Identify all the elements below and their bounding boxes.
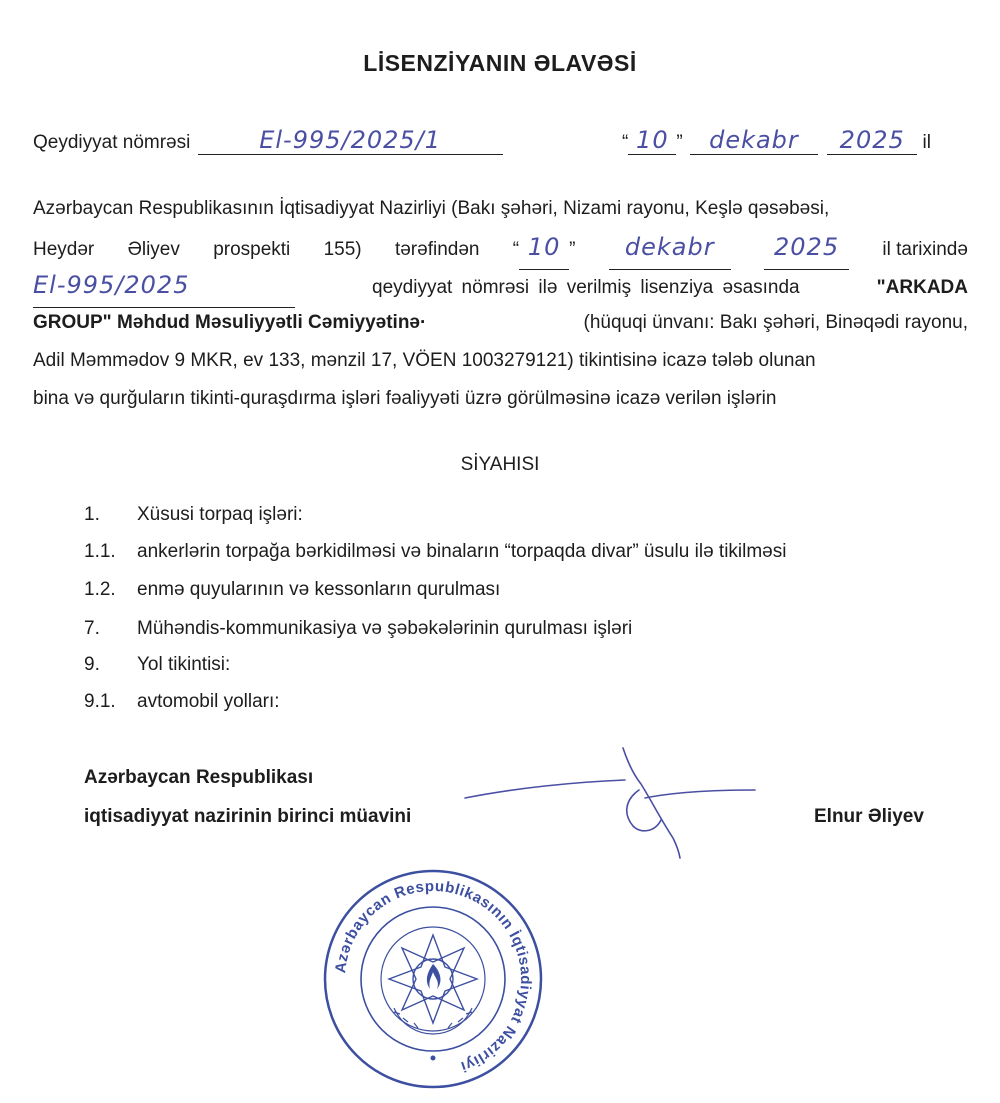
license-year-field — [764, 228, 849, 270]
handwritten-signature — [455, 740, 775, 870]
list-item-text: ankerlərin torpağa bərkidilməsi və binaların “torpaqda divar” üsulu ilə tikilməsi — [137, 541, 787, 562]
company-name-part1: "ARKADA — [876, 277, 968, 298]
body-line-2 — [33, 228, 968, 266]
license-day: 10 — [527, 233, 561, 261]
body-line-3-text: qeydiyyat nömrəsi ilə verilmiş lisenziya əsasında — [372, 277, 800, 298]
date-year-field — [827, 126, 917, 155]
list-item-number: 1. — [84, 504, 100, 525]
signer-name: Elnur Əliyev — [814, 806, 924, 827]
license-number: El-995/2025 — [33, 271, 190, 299]
body-line-4 — [33, 304, 968, 342]
date-month-field — [690, 126, 818, 155]
list-item-text: Xüsusi torpaq işləri: — [137, 504, 303, 525]
registration-number: El-995/2025/1 — [259, 126, 442, 154]
registration-number-field — [198, 126, 503, 155]
company-group — [33, 304, 426, 342]
list-item-text: Yol tikintisi: — [137, 654, 231, 675]
body-line-4-rest: (hüquqi ünvanı: Bakı şəhəri, Binəqədi rayonu, — [583, 312, 968, 333]
body-word: 155) — [323, 239, 362, 260]
body-word: Əliyev — [127, 239, 180, 260]
body-line-5: Adil Məmmədov 9 MKR, ev 133, mənzil 17, VÖEN 1003279121) tikintisinə icazə tələb olunan — [33, 350, 816, 371]
official-stamp — [322, 868, 544, 1090]
signer-position-line2: iqtisadiyyat nazirinin birinci müavini — [84, 806, 412, 827]
emblem-star-icon — [389, 935, 477, 1023]
registration-label: Qeydiyyat nömrəsi — [33, 132, 191, 153]
list-item-number: 7. — [84, 618, 100, 639]
license-date-day-group: “ 10 ” — [513, 228, 576, 270]
list-heading: SİYAHISI — [460, 454, 540, 475]
registration-date — [622, 126, 931, 155]
list-item-number: 9.1. — [84, 691, 116, 712]
date-year: 2025 — [839, 126, 905, 154]
body-word: tərəfindən — [394, 239, 480, 260]
list-item-number: 9. — [84, 654, 100, 675]
date-close-quote: ” — [676, 132, 683, 153]
stamp-ring-text: Azərbaycan Respublikasının İqtisadiyyat Nazirliyi — [332, 877, 535, 1076]
body-word: prospekti — [213, 239, 291, 260]
date-day: 10 — [636, 126, 669, 154]
list-item-number: 1.1. — [84, 541, 116, 562]
date-month: dekabr — [709, 126, 799, 154]
document-title: LİSENZİYANIN ƏLAVƏSİ — [363, 50, 637, 76]
license-month-field — [609, 228, 731, 270]
body-paragraph — [33, 190, 968, 418]
license-month: dekabr — [624, 233, 715, 261]
license-year: 2025 — [774, 233, 840, 261]
body-word: Heydər — [33, 239, 95, 260]
body-line-3 — [33, 266, 968, 304]
flame-icon — [427, 964, 441, 989]
date-year-suffix: il — [922, 132, 931, 153]
list-item-text: Mühəndis-kommunikasiya və şəbəkələrinin qurulması işləri — [137, 618, 633, 639]
list-item-text: enmə quyularının və kessonların qurulması — [137, 579, 501, 600]
dot-mark: · — [420, 312, 427, 333]
registration-row — [33, 126, 503, 155]
wreath-icon — [394, 1008, 472, 1034]
body-line-1: Azərbaycan Respublikasının İqtisadiyyat Nazirliyi (Bakı şəhəri, Nizami rayonu, Keşlə qəsəbəsi, — [33, 198, 830, 219]
license-number-field — [33, 266, 295, 308]
company-name-part2: GROUP" Məhdud Məsuliyyətli Cəmiyyətinə — [33, 312, 420, 333]
body-line-6: bina və qurğuların tikinti-quraşdırma işləri fəaliyyəti üzrə görülməsinə icazə verilən işlərin — [33, 388, 777, 409]
date-day-field — [628, 126, 676, 155]
date-open-quote: “ — [622, 132, 629, 153]
list-item-text: avtomobil yolları: — [137, 691, 280, 712]
signer-position-line1: Azərbaycan Respublikası — [84, 767, 314, 788]
body-line-2-end: il tarixində — [882, 239, 968, 260]
list-item-number: 1.2. — [84, 579, 116, 600]
